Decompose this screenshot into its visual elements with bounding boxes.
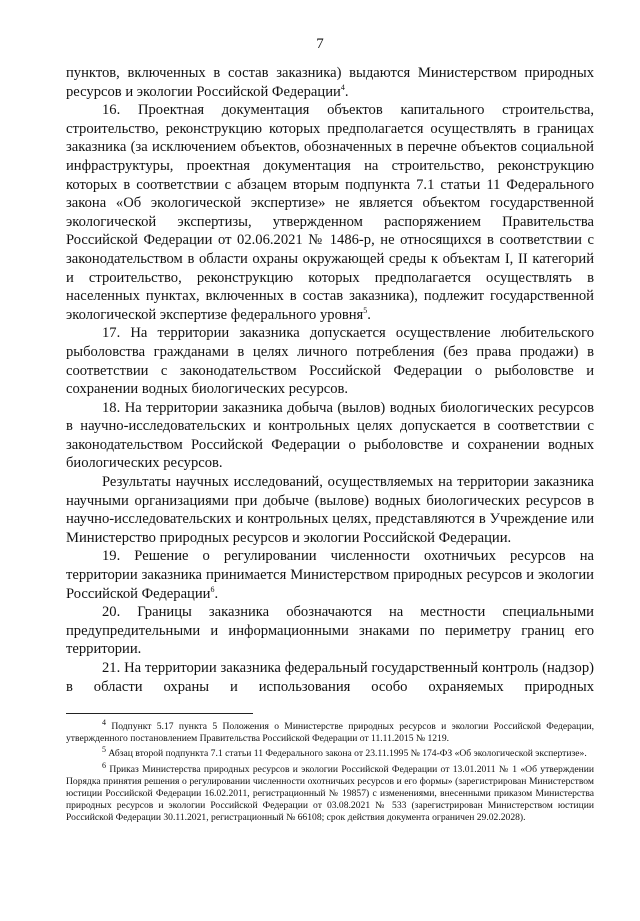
text-line: в соответствии с законодательством Российской Федерации о рыболовстве — [66, 418, 594, 453]
paragraph-20 — [66, 603, 594, 659]
text-line: . — [367, 306, 371, 323]
paragraph-18-results — [66, 473, 594, 547]
paragraph-19 — [66, 547, 594, 603]
footnote-line: Подпункт 5.17 пункта 5 Положения о Министерстве природных ресурсов и экологии — [106, 721, 489, 732]
footnotes — [66, 717, 595, 825]
text-line: 20. Границы заказника обозначаются на местности специальными — [102, 604, 594, 621]
paragraph-15-continuation — [66, 64, 594, 83]
footnote-line: № 1219. — [415, 733, 450, 745]
footnote-line: «Об утверждении Порядка принятия решения о регулировании численности охотничьих ресурсов и его формы» — [66, 763, 594, 787]
text-line: 17. На территории заказника допускается осуществление любительского — [102, 325, 594, 342]
footnote-mark-6: 6 — [102, 760, 106, 770]
footnote-5 — [66, 745, 594, 760]
text-line: и сохранении водных биологических ресурсов. — [66, 362, 594, 398]
text-line: 19. Решение о регулировании численности охотничьих ресурсов — [102, 548, 566, 565]
text-line: . — [344, 83, 349, 100]
footnote-separator — [66, 713, 253, 714]
text-line: заказника научными организациями при добыче (вылове) водных биологических — [66, 474, 595, 509]
text-line: к объектам I, II категорий и строительство, реконструкцию которых — [66, 250, 595, 286]
paragraph-16 — [66, 101, 594, 324]
text-line: Результаты научных исследований, осуществляемых на территории — [102, 474, 529, 491]
text-line: (надзор) в области охраны и использования особо охраняемых природных — [66, 660, 594, 695]
footnote-line: регистрационный № 66108; срок действия документа ограничен 29.02.2028). — [211, 812, 526, 824]
text-line: социальной инфраструктуры, проектная документация на строительство, — [66, 139, 594, 174]
footnote-line: Абзац второй подпункта 7.1 статьи 11 Федерального закона от 23.11.1995 № 174-ФЗ «Об экологической — [106, 748, 533, 760]
text-line: реконструкцию которых в соответствии с абзацем вторым подпункта 7.1 статьи 11 — [66, 157, 594, 193]
text-line: государственной экологической экспертизы, утвержденном распоряжением — [66, 195, 594, 230]
text-line: пунктов, включенных в состав заказника) выдаются Министерством природных — [66, 65, 594, 81]
page-number: 7 — [316, 36, 324, 52]
footnote-mark-5: 5 — [102, 745, 106, 755]
main-text — [66, 64, 594, 696]
footnote-ref-4: 4 — [340, 82, 345, 92]
text-line: 21. На территории заказника федеральный государственный контроль — [102, 660, 539, 676]
text-line: в Учреждение или Министерство природных ресурсов и экологии Российской — [66, 511, 594, 546]
paragraph-18 — [66, 399, 594, 473]
footnote-line: Российской Федерации, утвержденного постановлением Правительства Российской Федерации от 11.11.2015 — [66, 721, 594, 745]
text-line: предполагается осуществлять в населенных пунктах, включенных в состав — [66, 269, 594, 305]
paragraph-21 — [66, 659, 594, 696]
text-line: и экологии Российской Федерации — [66, 567, 594, 602]
text-line: 18. На территории заказника добыча (вылов) водных биологических — [102, 399, 534, 416]
text-line: Федерального закона «Об экологической экспертизе» не является объектом — [66, 176, 594, 212]
footnote-line: с изменениями, внесенными приказом Министерства природных ресурсов и экологии Российской Федерации — [66, 788, 595, 812]
footnote-line: экспертизе». — [535, 748, 587, 760]
text-line: заказника), подлежит государственной экологической экспертизе федерального — [66, 288, 594, 323]
text-line: ресурсов в научно-исследовательских и контрольных целях допускается — [66, 399, 594, 435]
text-line: . — [214, 585, 219, 602]
text-line: Федерации. — [438, 529, 512, 546]
footnote-ref-6: 6 — [210, 584, 215, 594]
text-line: заказника (за исключением объектов, обозначенных в перечне объектов — [66, 139, 517, 156]
footnote-6 — [66, 760, 595, 825]
text-line: на территории заказника принимается Министерством природных ресурсов — [66, 548, 594, 584]
text-line: в соответствии с законодательством в области охраны окружающей среды — [66, 232, 594, 267]
footnote-line: (зарегистрирован Министерством юстиции Российской Федерации 16.02.2011, регистрационный № 19857) — [66, 775, 594, 800]
footnote-mark-4: 4 — [102, 717, 106, 727]
text-line: предупредительными и информационными знаками по периметру границ его — [66, 622, 594, 639]
paragraph-15-end — [66, 83, 594, 102]
paragraph-17 — [66, 324, 594, 398]
text-line: уровня — [319, 306, 364, 323]
text-line: 16. Проектная документация объектов капитального строительства, — [102, 102, 594, 119]
text-line: Правительства Российской Федерации от 02.06.2021 № 1486-р, не относящихся — [66, 213, 594, 249]
footnote-ref-5: 5 — [363, 305, 368, 315]
text-line: в соответствии с законодательством Российской Федерации о рыболовстве — [66, 343, 594, 379]
text-line: рыболовства гражданами в целях личного потребления (без права продажи) — [66, 343, 579, 360]
footnote-4 — [66, 717, 594, 745]
text-line: ресурсов и экологии Российской Федерации — [66, 83, 341, 100]
text-line: ресурсов в научно-исследовательских и контрольных целях, представляются — [66, 492, 594, 528]
text-line: строительство, реконструкцию которых предполагается осуществлять в границах — [66, 120, 594, 137]
footnote-line: Приказ Министерства природных ресурсов и экологии Российской Федерации от 13.01.2011 № 1 — [106, 763, 518, 775]
footnote-line: от 03.08.2021 № 533 (зарегистрирован Министерством юстиции Российской Федерации 30.11.2021, — [66, 800, 595, 824]
text-line: и сохранении водных биологических ресурсов. — [66, 436, 595, 472]
text-line: территории. — [66, 641, 142, 658]
